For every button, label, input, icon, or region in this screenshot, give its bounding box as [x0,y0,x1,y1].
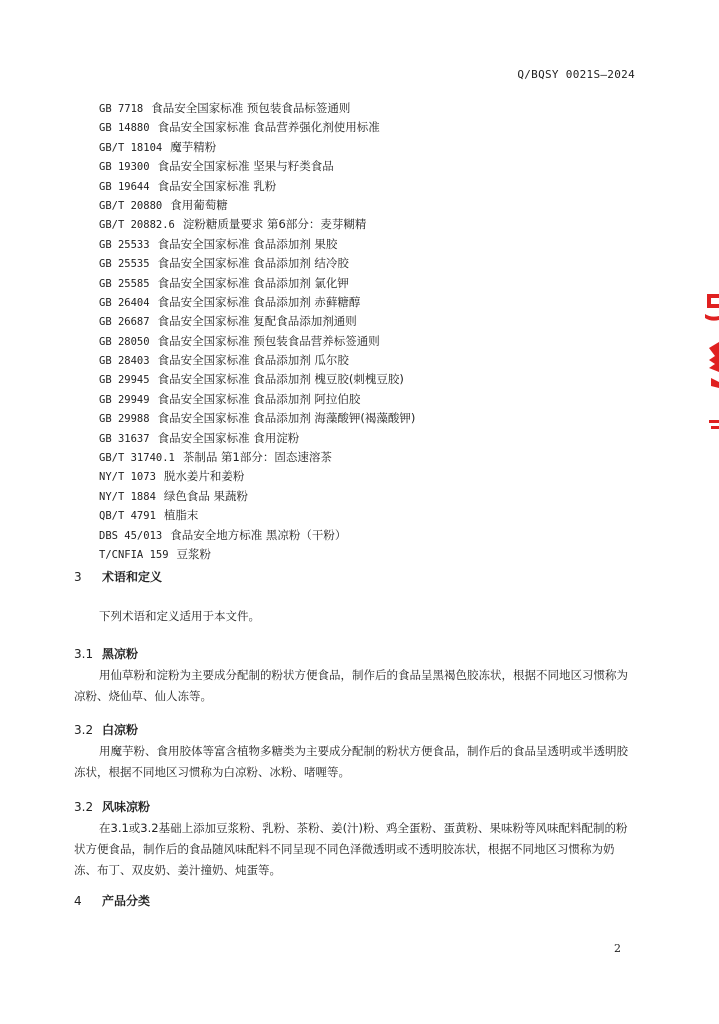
reference-code: GB/T 20882.6 [99,219,175,232]
reference-item [99,526,415,545]
reference-title: 绿色食品 果蔬粉 [163,488,249,503]
reference-item [99,409,415,428]
reference-title: 脱水姜片和姜粉 [163,469,245,484]
reference-title: 食品安全国家标准 食品添加剂 海藻酸钾(褐藻酸钾) [157,411,416,426]
reference-code: GB 25535 [99,258,150,271]
reference-item [99,545,415,564]
reference-code: GB 25585 [99,277,150,290]
reference-title: 食品安全国家标准 预包装食品营养标签通则 [157,333,380,348]
section-title: 术语和定义 [102,570,163,584]
reference-item [99,293,415,312]
reference-title: 食品安全国家标准 食品添加剂 氯化钾 [157,275,349,290]
reference-code: GB 29949 [99,393,150,406]
official-seal-fragment [697,290,719,450]
section-4-heading [74,892,150,909]
term-number: 3.2 [74,723,94,737]
reference-code: GB 25533 [99,238,150,251]
reference-title: 食品安全国家标准 乳粉 [157,178,277,193]
section-3-heading [74,568,162,585]
reference-code: GB 26687 [99,316,150,329]
reference-item [99,235,415,254]
reference-item [99,390,415,409]
reference-item [99,215,415,234]
reference-code: GB 26404 [99,296,150,309]
reference-item [99,118,415,137]
reference-code: GB 29945 [99,374,150,387]
reference-item [99,448,415,467]
reference-code: GB/T 31740.1 [99,452,175,465]
document-code: Q/BQSY 0021S—2024 [517,68,635,81]
reference-item [99,487,415,506]
term-3-2-definition: 用魔芋粉、食用胶体等富含植物多糖类为主要成分配制的粉状方便食品，制作后的食品呈透明或半透明胶冻状，根据不同地区习惯称为白凉粉、冰粉、啫喱等。 [74,744,628,779]
reference-code: GB 29988 [99,413,150,426]
reference-code: QB/T 4791 [99,510,156,523]
reference-code: GB/T 18104 [99,141,163,154]
reference-item [99,274,415,293]
reference-item [99,332,415,351]
reference-title: 茶制品 第1部分：固态速溶茶 [182,450,332,465]
reference-title: 食品安全国家标准 食品添加剂 果胶 [157,236,338,251]
term-3-3-heading [74,798,150,815]
reference-title: 食品安全国家标准 预包装食品标签通则 [151,101,351,115]
term-title: 白凉粉 [102,723,139,737]
reference-code: NY/T 1073 [99,471,156,484]
reference-title: 食品安全国家标准 食用淀粉 [157,430,300,445]
term-3-2-heading [74,721,138,738]
reference-title: 植脂末 [163,508,199,523]
reference-code: GB 14880 [99,122,150,135]
term-number: 3.2 [74,800,94,814]
reference-code: NY/T 1884 [99,490,156,503]
reference-item [99,254,415,273]
term-3-1-heading [74,645,138,662]
reference-item [99,467,415,486]
reference-item [99,157,415,176]
term-title: 黑凉粉 [102,647,139,661]
reference-item [99,429,415,448]
reference-title: 食品安全国家标准 食品添加剂 瓜尔胶 [157,353,349,368]
reference-title: 食品安全国家标准 食品添加剂 阿拉伯胶 [157,391,361,406]
reference-code: GB 19644 [99,180,150,193]
term-number: 3.1 [74,647,94,661]
reference-code: T/CNFIA 159 [99,548,169,561]
reference-item [99,196,415,215]
reference-code: GB 28403 [99,355,150,368]
reference-title: 食用葡萄糖 [170,197,228,212]
section-number: 3 [74,570,82,584]
term-3-1-definition: 用仙草粉和淀粉为主要成分配制的粉状方便食品，制作后的食品呈黑褐色胶冻状，根据不同地区习惯称为凉粉、烧仙草、仙人冻等。 [74,668,628,703]
reference-item [99,99,415,118]
reference-title: 食品安全国家标准 复配食品添加剂通则 [157,314,357,329]
page-number: 2 [614,942,621,955]
reference-item [99,177,415,196]
section-number: 4 [74,894,82,908]
section-title: 产品分类 [102,894,151,908]
reference-code: GB/T 20880 [99,199,163,212]
seal-mark [705,294,719,429]
term-3-3-definition: 在3.1或3.2基础上添加豆浆粉、乳粉、茶粉、姜(汁)粉、鸡全蛋粉、蛋黄粉、果味粉等风味配料配制的粉状方便食品，制作后的食品随风味配料不同呈现不同色泽微透明或不透明胶冻状，根据不同地区习惯称为奶冻、布丁、双皮奶、姜汁撞奶、炖蛋等。 [74,821,628,877]
reference-title: 食品安全国家标准 食品营养强化剂使用标准 [157,120,380,135]
reference-code: DBS 45/013 [99,529,163,542]
reference-title: 魔芋精粉 [170,139,217,154]
reference-item [99,506,415,525]
reference-code: GB 7718 [99,103,144,115]
reference-item [99,351,415,370]
reference-title: 淀粉糖质量要求 第6部分：麦芽糊精 [182,217,367,232]
reference-title: 豆浆粉 [176,546,212,561]
reference-item [99,312,415,331]
reference-code: GB 19300 [99,161,150,174]
term-title: 风味凉粉 [102,800,151,814]
normative-references-list [99,99,415,564]
reference-title: 食品安全国家标准 食品添加剂 结冷胶 [157,256,349,271]
reference-code: GB 31637 [99,432,150,445]
reference-item [99,138,415,157]
section-3-intro: 下列术语和定义适用于本文件。 [99,609,260,623]
reference-title: 食品安全国家标准 食品添加剂 槐豆胶(刺槐豆胶) [157,372,404,387]
reference-title: 食品安全国家标准 坚果与籽类食品 [157,159,334,174]
reference-item [99,370,415,389]
reference-title: 食品安全地方标准 黑凉粉（干粉） [170,527,347,542]
reference-title: 食品安全国家标准 食品添加剂 赤藓糖醇 [157,294,361,309]
reference-code: GB 28050 [99,335,150,348]
